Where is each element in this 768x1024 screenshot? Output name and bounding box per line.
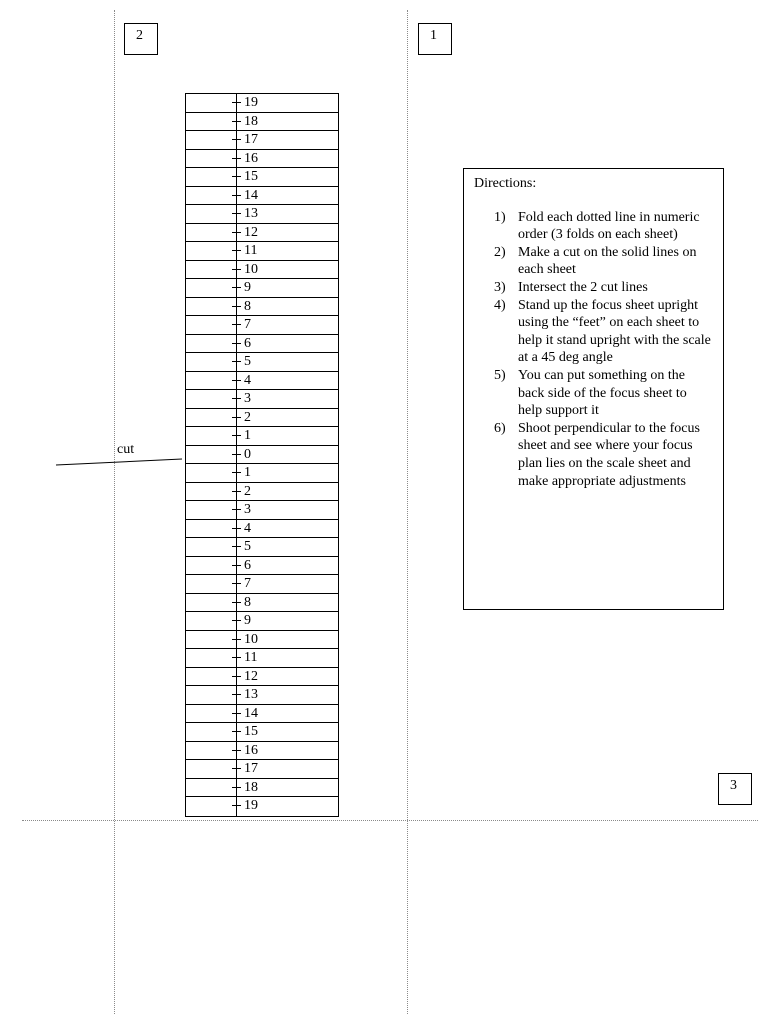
scale-label: 14 <box>244 705 258 721</box>
scale-tick <box>232 750 241 751</box>
scale-row <box>186 483 338 502</box>
directions-list <box>474 209 713 491</box>
scale-row <box>186 779 338 798</box>
scale-row <box>186 520 338 539</box>
scale-label: 3 <box>244 391 251 406</box>
scale-label: 14 <box>244 187 258 203</box>
step-text: Shoot perpendicular to the focus sheet and see where your focus plan lies on the scale sheet and make appropriate adjustments <box>518 420 700 489</box>
direction-step <box>474 279 713 297</box>
scale-tick <box>232 250 241 251</box>
scale-row <box>186 501 338 520</box>
scale-row <box>186 168 338 187</box>
scale-row <box>186 427 338 446</box>
scale-row <box>186 353 338 372</box>
scale-tick <box>232 102 241 103</box>
scale-label: 12 <box>244 668 258 684</box>
scale-label: 18 <box>244 113 258 129</box>
scale-tick <box>232 380 241 381</box>
scale-tick <box>232 491 241 492</box>
step-text: Intersect the 2 cut lines <box>518 279 648 295</box>
scale-tick <box>232 361 241 362</box>
step-text: You can put something on the back side of the focus sheet to help support it <box>518 367 687 419</box>
fold-line-vertical-left <box>114 10 115 1014</box>
scale-label: 1 <box>244 465 251 480</box>
scale-row <box>186 316 338 335</box>
scale-tick <box>232 528 241 529</box>
scale-tick <box>232 602 241 603</box>
scale-tick <box>232 269 241 270</box>
scale-row <box>186 261 338 280</box>
step-text: Stand up the focus sheet upright using the “feet” on each sheet to help it stand upright with the scale at a 45 deg angle <box>518 297 711 366</box>
scale-row <box>186 575 338 594</box>
direction-step <box>474 209 713 244</box>
scale-label: 16 <box>244 742 258 758</box>
scale-label: 15 <box>244 724 258 739</box>
scale-tick <box>232 731 241 732</box>
direction-step <box>474 367 713 420</box>
scale-row <box>186 760 338 779</box>
scale-label: 19 <box>244 798 258 813</box>
step-text: Fold each dotted line in numeric order (3 folds on each sheet) <box>518 209 700 243</box>
scale-label: 10 <box>244 261 258 277</box>
scale-row <box>186 279 338 298</box>
scale-tick <box>232 398 241 399</box>
scale-row <box>186 372 338 391</box>
scale-label: 10 <box>244 631 258 647</box>
scale-tick <box>232 565 241 566</box>
scale-tick <box>232 158 241 159</box>
scale-tick <box>232 676 241 677</box>
scale-row <box>186 205 338 224</box>
scale-tick <box>232 139 241 140</box>
scale-label: 0 <box>244 446 251 462</box>
scale-label: 5 <box>244 539 251 554</box>
direction-step <box>474 297 713 367</box>
scale-label: 8 <box>244 298 251 314</box>
scale-label: 8 <box>244 594 251 610</box>
scale-row <box>186 150 338 169</box>
step-number: 1) <box>494 209 506 225</box>
scale-row <box>186 742 338 761</box>
scale-row <box>186 113 338 132</box>
scale-row <box>186 797 338 816</box>
scale-label: 5 <box>244 354 251 369</box>
scale-row <box>186 557 338 576</box>
panel-number-2: 2 <box>124 23 158 55</box>
scale-tick <box>232 472 241 473</box>
step-number: 4) <box>494 297 506 313</box>
scale-label: 11 <box>244 243 258 258</box>
scale-row <box>186 131 338 150</box>
scale-tick <box>232 657 241 658</box>
scale-label: 6 <box>244 557 251 573</box>
scale-tick <box>232 620 241 621</box>
scale-tick <box>232 195 241 196</box>
scale-tick <box>232 121 241 122</box>
panel-number-1: 1 <box>418 23 452 55</box>
scale-label: 16 <box>244 150 258 166</box>
fold-line-horizontal <box>22 820 758 821</box>
scale-tick <box>232 232 241 233</box>
scale-tick <box>232 583 241 584</box>
step-text: Make a cut on the solid lines on each sheet <box>518 244 697 278</box>
scale-label: 2 <box>244 483 251 499</box>
scale-label: 17 <box>244 761 258 776</box>
panel-number-3: 3 <box>718 773 752 805</box>
directions-title: Directions: <box>474 176 537 191</box>
scale-tick <box>232 768 241 769</box>
scale-tick <box>232 435 241 436</box>
scale-axis-segment <box>236 797 237 816</box>
scale-row <box>186 242 338 261</box>
scale-row <box>186 335 338 354</box>
step-number: 2) <box>494 244 506 260</box>
scale-label: 7 <box>244 317 251 332</box>
scale-tick <box>232 176 241 177</box>
scale-tick <box>232 417 241 418</box>
scale-label: 4 <box>244 372 251 388</box>
scale-label: 2 <box>244 409 251 425</box>
scale-tick <box>232 213 241 214</box>
scale-label: 9 <box>244 280 251 295</box>
scale-row <box>186 649 338 668</box>
scale-row <box>186 594 338 613</box>
scale-row <box>186 686 338 705</box>
scale-tick <box>232 324 241 325</box>
scale-tick <box>232 343 241 344</box>
scale-tick <box>232 454 241 455</box>
scale-tick <box>232 546 241 547</box>
step-number: 5) <box>494 367 506 383</box>
scale-tick <box>232 787 241 788</box>
scale-row <box>186 612 338 631</box>
scale-label: 4 <box>244 520 251 536</box>
direction-step <box>474 420 713 490</box>
scale-label: 15 <box>244 169 258 184</box>
scale-label: 13 <box>244 687 258 702</box>
focus-scale <box>185 93 339 817</box>
cut-label: cut <box>117 442 135 457</box>
scale-label: 9 <box>244 613 251 628</box>
scale-tick <box>232 713 241 714</box>
directions-box <box>463 168 724 610</box>
scale-row <box>186 298 338 317</box>
direction-step <box>474 244 713 279</box>
scale-row <box>186 464 338 483</box>
step-number: 6) <box>494 420 506 436</box>
scale-label: 17 <box>244 132 258 147</box>
scale-label: 19 <box>244 95 258 110</box>
scale-tick <box>232 694 241 695</box>
scale-row <box>186 723 338 742</box>
scale-tick <box>232 306 241 307</box>
step-number: 3) <box>494 279 506 295</box>
scale-tick <box>232 509 241 510</box>
scale-label: 3 <box>244 502 251 517</box>
scale-row <box>186 409 338 428</box>
scale-row <box>186 538 338 557</box>
scale-label: 12 <box>244 224 258 240</box>
scale-label: 13 <box>244 206 258 221</box>
scale-row <box>186 631 338 650</box>
scale-row <box>186 224 338 243</box>
scale-row <box>186 668 338 687</box>
scale-label: 11 <box>244 650 258 665</box>
scale-tick <box>232 805 241 806</box>
scale-tick <box>232 287 241 288</box>
scale-label: 1 <box>244 428 251 443</box>
scale-row <box>186 94 338 113</box>
scale-row <box>186 705 338 724</box>
scale-label: 6 <box>244 335 251 351</box>
fold-line-vertical-right <box>407 10 408 1014</box>
scale-label: 7 <box>244 576 251 591</box>
scale-row <box>186 187 338 206</box>
scale-row <box>186 390 338 409</box>
scale-label: 18 <box>244 779 258 795</box>
scale-row <box>186 446 338 465</box>
scale-tick <box>232 639 241 640</box>
